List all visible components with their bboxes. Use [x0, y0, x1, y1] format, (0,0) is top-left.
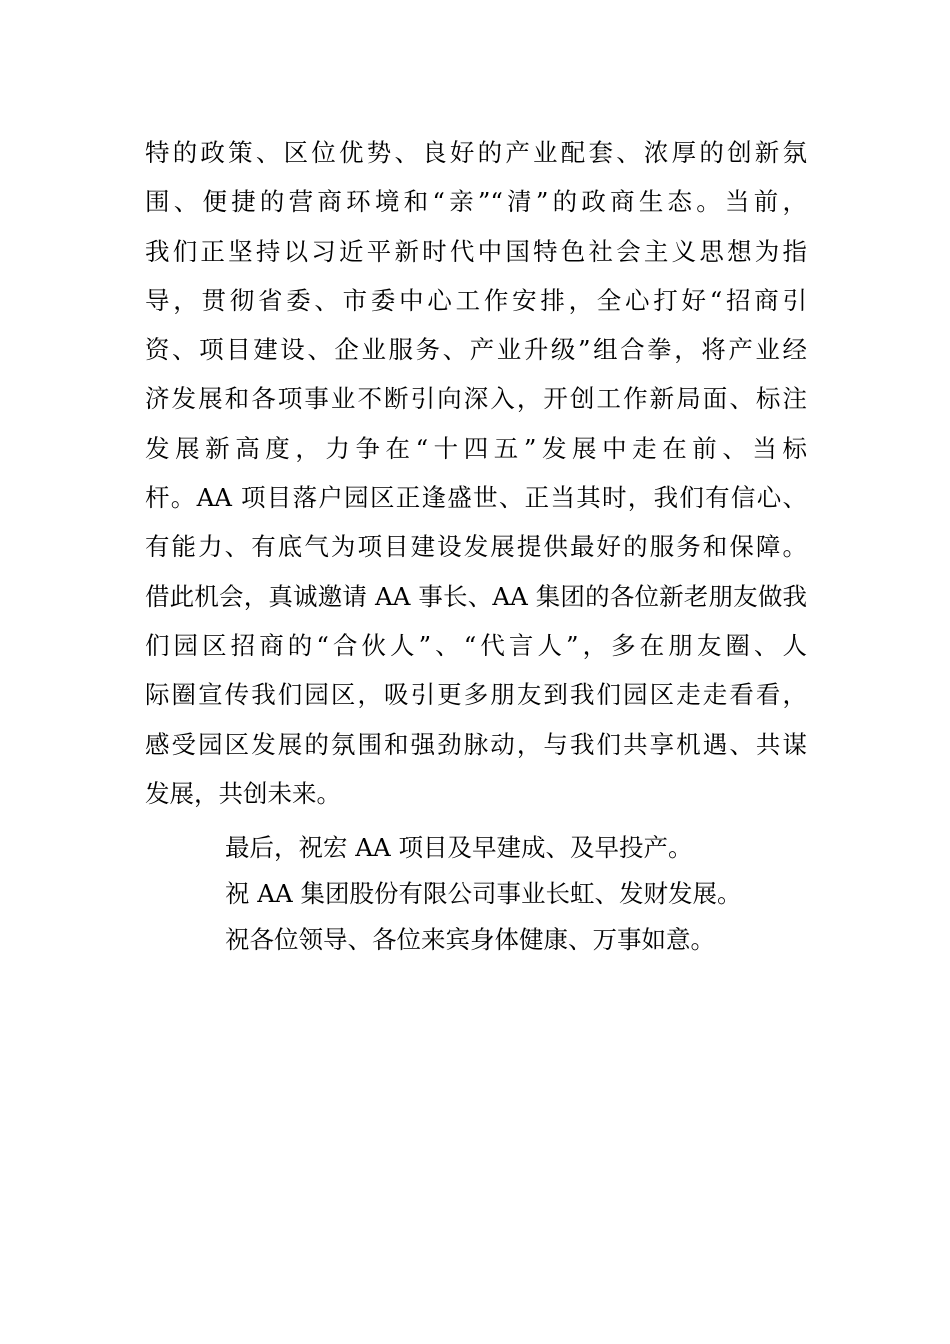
paragraph-line: 发展，共创未来。	[145, 778, 341, 808]
closing-line: 祝各位领导、各位来宾身体健康、万事如意。	[225, 925, 715, 954]
paragraph-line: 借此机会，真诚邀请 AA 事长、AA 集团的各位新老朋友做我	[145, 581, 807, 611]
paragraph-line: 际圈宣传我们园区，吸引更多朋友到我们园区走走看看，	[145, 680, 807, 710]
paragraph-line: 济发展和各项事业不断引向深入，开创工作新局面、标注	[145, 384, 807, 414]
paragraph-line: 特的政策、区位优势、良好的产业配套、浓厚的创新氛	[145, 138, 807, 167]
paragraph-line: 有能力、有底气为项目建设发展提供最好的服务和保障。	[145, 532, 807, 562]
paragraph-line: 发展新高度，力争在“十四五”发展中走在前、当标	[145, 433, 807, 463]
speech-paragraph	[145, 128, 807, 818]
paragraph-line: 资、项目建设、企业服务、产业升级”组合拳，将产业经	[145, 335, 807, 365]
paragraph-line: 们园区招商的“合伙人”、“代言人”，多在朋友圈、人	[145, 630, 807, 660]
closing-wishes	[225, 825, 825, 963]
paragraph-line: 感受园区发展的氛围和强劲脉动，与我们共享机遇、共谋	[145, 729, 807, 759]
closing-line: 最后，祝宏 AA 项目及早建成、及早投产。	[225, 833, 693, 862]
paragraph-line: 我们正坚持以习近平新时代中国特色社会主义思想为指	[145, 236, 807, 266]
paragraph-line: 围、便捷的营商环境和“亲”“清”的政商生态。当前，	[145, 187, 807, 217]
paragraph-line: 导，贯彻省委、市委中心工作安排，全心打好“招商引	[145, 285, 807, 315]
paragraph-line: 杆。AA 项目落户园区正逢盛世、正当其时，我们有信心、	[145, 483, 807, 513]
closing-line: 祝 AA 集团股份有限公司事业长虹、发财发展。	[225, 879, 742, 908]
